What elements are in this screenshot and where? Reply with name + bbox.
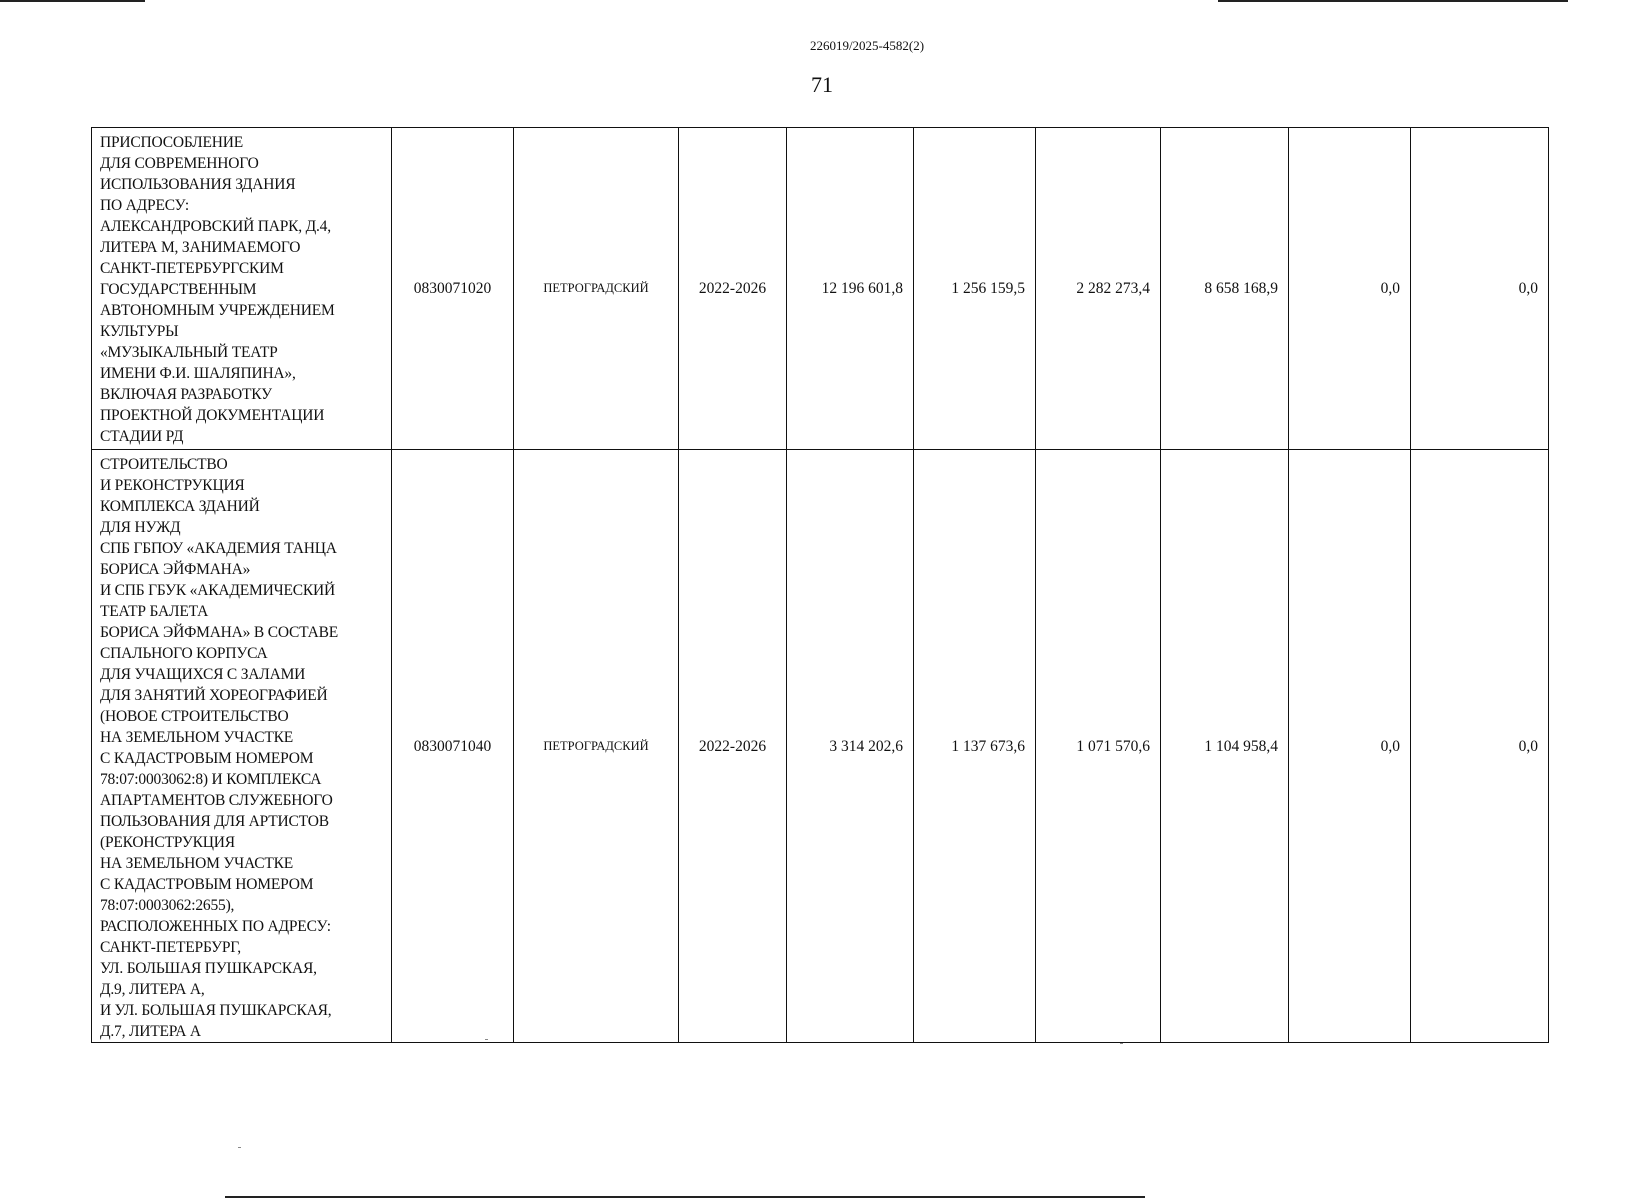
table-row [92, 450, 1549, 1043]
amount-cell-1: 1 256 159,5 [914, 128, 1036, 450]
scan-speck [485, 1039, 488, 1040]
table-row [92, 128, 1549, 450]
amount-cell-5: 0,0 [1411, 128, 1549, 450]
period-cell: 2022-2026 [679, 128, 787, 450]
document-reference: 226019/2025-4582(2) [809, 38, 925, 53]
amount-cell-3: 1 104 958,4 [1161, 450, 1289, 1043]
scan-speck [238, 1147, 241, 1148]
amount-cell-4: 0,0 [1289, 128, 1411, 450]
total-cost-cell: 12 196 601,8 [787, 128, 914, 450]
amount-cell-1: 1 137 673,6 [914, 450, 1036, 1043]
district-cell: ПЕТРОГРАДСКИЙ [514, 128, 679, 450]
scan-speck [1120, 1043, 1123, 1044]
amount-cell-2: 1 071 570,6 [1036, 450, 1161, 1043]
code-cell: 0830071040 [392, 450, 514, 1043]
scan-edge-top-left [0, 0, 145, 2]
amount-cell-2: 2 282 273,4 [1036, 128, 1161, 450]
district-cell: ПЕТРОГРАДСКИЙ [514, 450, 679, 1043]
scan-edge-bottom [225, 1196, 1145, 1198]
period-cell: 2022-2026 [679, 450, 787, 1043]
amount-cell-3: 8 658 168,9 [1161, 128, 1289, 450]
object-name-cell: ПРИСПОСОБЛЕНИЕ ДЛЯ СОВРЕМЕННОГО ИСПОЛЬЗОВАНИЯ ЗДАНИЯ ПО АДРЕСУ: АЛЕКСАНДРОВСКИЙ ПАРК, Д.4, ЛИТЕРА М, ЗАНИМАЕМОГО САНКТ-ПЕТЕРБУРГСКИМ ГОСУДАРСТВЕННЫМ АВТОНОМНЫМ УЧРЕЖДЕНИЕМ КУЛЬТУРЫ «МУЗЫКАЛЬНЫЙ ТЕАТР ИМЕНИ Ф.И. ШАЛЯПИНА», ВКЛЮЧАЯ РАЗРАБОТКУ ПРОЕКТНОЙ ДОКУМЕНТАЦИИ СТАДИИ РД [92, 128, 392, 450]
page-number: 71 [811, 72, 833, 97]
amount-cell-5: 0,0 [1411, 450, 1549, 1043]
amount-cell-4: 0,0 [1289, 450, 1411, 1043]
scan-edge-top-right [1218, 0, 1568, 2]
object-name-cell: СТРОИТЕЛЬСТВО И РЕКОНСТРУКЦИЯ КОМПЛЕКСА ЗДАНИЙ ДЛЯ НУЖД СПБ ГБПОУ «АКАДЕМИЯ ТАНЦА БОРИСА ЭЙФМАНА» И СПБ ГБУК «АКАДЕМИЧЕСКИЙ ТЕАТР БАЛЕТА БОРИСА ЭЙФМАНА» В СОСТАВЕ СПАЛЬНОГО КОРПУСА ДЛЯ УЧАЩИХСЯ С ЗАЛАМИ ДЛЯ ЗАНЯТИЙ ХОРЕОГРАФИЕЙ (НОВОЕ СТРОИТЕЛЬСТВО НА ЗЕМЕЛЬНОМ УЧАСТКЕ С КАДАСТРОВЫМ НОМЕРОМ 78:07:0003062:8) И КОМПЛЕКСА АПАРТАМЕНТОВ СЛУЖЕБНОГО ПОЛЬЗОВАНИЯ ДЛЯ АРТИСТОВ (РЕКОНСТРУКЦИЯ НА ЗЕМЕЛЬНОМ УЧАСТКЕ С КАДАСТРОВЫМ НОМЕРОМ 78:07:0003062:2655), РАСПОЛОЖЕННЫХ ПО АДРЕСУ: САНКТ-ПЕТЕРБУРГ, УЛ. БОЛЬШАЯ ПУШКАРСКАЯ, Д.9, ЛИТЕРА А, И УЛ. БОЛЬШАЯ ПУШКАРСКАЯ, Д.7, ЛИТЕРА А [92, 450, 392, 1043]
total-cost-cell: 3 314 202,6 [787, 450, 914, 1043]
budget-table [91, 127, 1549, 1043]
code-cell: 0830071020 [392, 128, 514, 450]
